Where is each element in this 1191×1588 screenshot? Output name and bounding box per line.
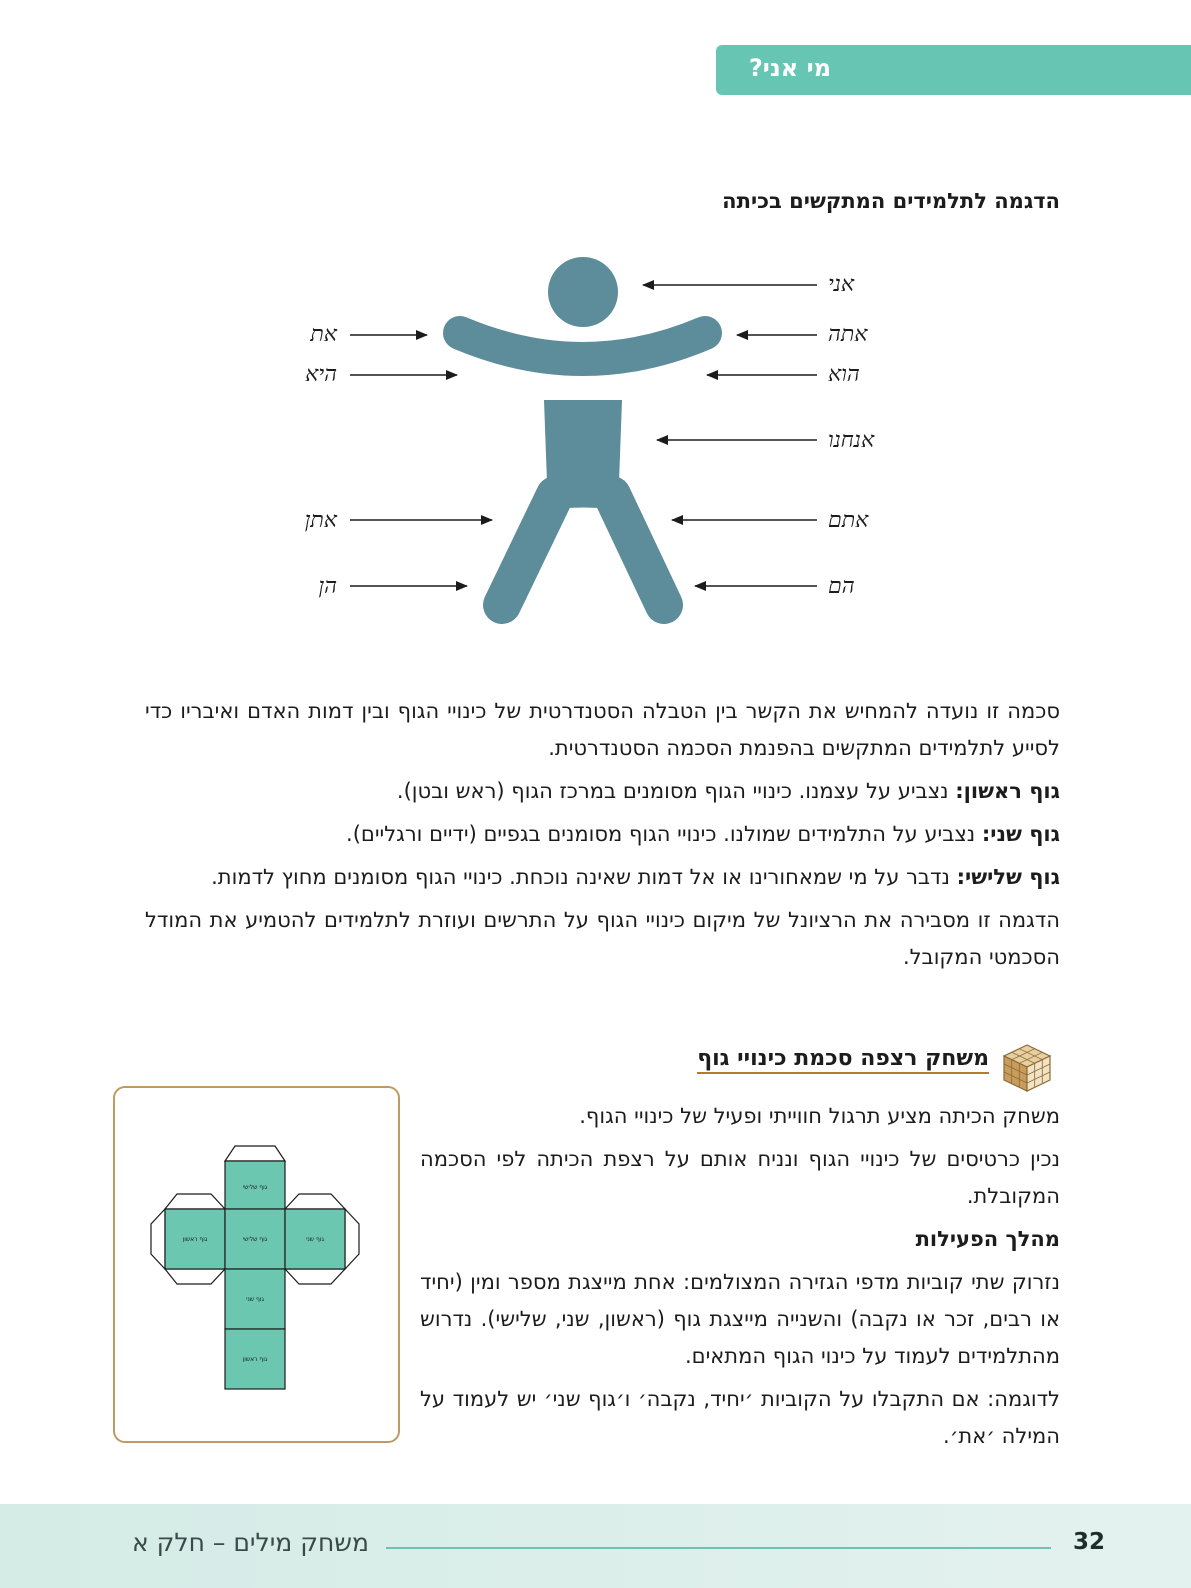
pronoun-aten: אתן xyxy=(304,508,337,533)
pronoun-hem: הם xyxy=(828,574,855,599)
pronoun-atem: אתם xyxy=(828,508,869,533)
net-flap-left-bottom xyxy=(165,1269,225,1284)
figure-arms xyxy=(460,333,705,359)
cube-net-diagram xyxy=(115,1088,398,1441)
game-paragraph-3: נזרוק שתי קוביות מדפי הגזירה המצולמים: אחת מייצגת מספר ומין (יחיד או רבים, זכר או נקבה) והשנייה מייצגת גוף (ראשון, שני, שלישי). נדרוש מהתלמידים לעמוד על כינוי הגוף המתאים. xyxy=(420,1270,1060,1368)
pronoun-at: את xyxy=(310,322,337,347)
third-person-text: נדבר על מי שמאחורינו או אל דמות שאינה נוכחת. כינויי הגוף מסומנים מחוץ לדמות. xyxy=(211,865,957,889)
book-title: משחק מילים – חלק א xyxy=(132,1528,369,1557)
figure-head xyxy=(548,257,618,327)
net-flap-right-top xyxy=(285,1194,345,1209)
net-flap-top xyxy=(225,1146,285,1161)
pronoun-body-diagram xyxy=(290,250,910,650)
first-person-label: גוף ראשון: xyxy=(955,779,1060,803)
page-footer xyxy=(0,1504,1191,1588)
pronoun-hi: היא xyxy=(305,362,337,387)
footer-divider xyxy=(386,1547,1051,1549)
third-person-paragraph xyxy=(145,859,1060,896)
second-person-text: נצביע על התלמידים שמולנו. כינויי הגוף מסומנים בגפיים (ידיים ורגליים). xyxy=(346,822,982,846)
second-person-label: גוף שני: xyxy=(981,822,1060,846)
net-flap-right-bottom xyxy=(285,1269,345,1284)
net-label-center: גוף שלישי xyxy=(242,1236,268,1243)
net-label-right: גוף שני xyxy=(306,1236,324,1243)
first-person-paragraph xyxy=(145,773,1060,810)
pronoun-hen: הן xyxy=(318,574,337,599)
diagram-title: הדגמה לתלמידים המתקשים בכיתה xyxy=(722,189,1060,213)
summary-paragraph: הדגמה זו מסבירה את הרציונל של מיקום כינויי הגוף על התרשים ועוזרת לתלמידים להטמיע את המודל הסכמטי המקובל. xyxy=(145,908,1060,969)
net-label-top: גוף שלישי xyxy=(242,1184,268,1191)
pronoun-hu: הוא xyxy=(828,362,860,387)
page-number: 32 xyxy=(1073,1529,1106,1555)
person-figure xyxy=(460,257,705,605)
pronoun-ata: אתה xyxy=(828,322,868,347)
net-label-bottom: גוף ראשון xyxy=(242,1356,268,1363)
game-paragraph-1: משחק הכיתה מציע תרגול חווייתי ופעיל של כינויי הגוף. xyxy=(579,1104,1060,1128)
section-tab xyxy=(716,45,1191,95)
first-person-text: נצביע על עצמנו. כינויי הגוף מסומנים במרכז הגוף (ראש ובטן). xyxy=(396,779,956,803)
section-title: מי אני? xyxy=(748,54,831,82)
game-paragraph-2: נכין כרטיסים של כינויי הגוף ונניח אותם על רצפת הכיתה לפי הסכמה המקובלת. xyxy=(420,1147,1060,1208)
game-title: משחק רצפה סכמת כינויי גוף xyxy=(697,1046,989,1074)
third-person-label: גוף שלישי: xyxy=(956,865,1060,889)
net-flap-left-side xyxy=(151,1209,165,1269)
pronoun-anachnu: אנחנו xyxy=(828,428,875,453)
pronoun-ani: אני xyxy=(828,272,855,297)
net-flap-right-side xyxy=(345,1209,359,1269)
net-label-left: גוף ראשון xyxy=(182,1236,208,1243)
intro-paragraph: סכמה זו נועדה להמחיש את הקשר בין הטבלה הסטנדרטית של כינויי הגוף ובין דמות האדם ואיבריו כדי לסייע לתלמידים המתקשים בהפנמת הסכמה הסטנדרטית. xyxy=(145,699,1060,760)
cube-icon xyxy=(1000,1041,1054,1095)
net-label-below: גוף שני xyxy=(246,1296,264,1303)
game-paragraph-4: לדוגמה: אם התקבלו על הקוביות ׳יחיד, נקבה׳ ו׳גוף שני׳ יש לעמוד על המילה ׳את׳. xyxy=(420,1387,1060,1448)
second-person-paragraph xyxy=(145,816,1060,853)
figure-legs xyxy=(502,495,664,605)
activity-subtitle: מהלך הפעילות xyxy=(915,1227,1060,1251)
explanation-text xyxy=(145,693,1060,982)
game-description xyxy=(420,1098,1060,1461)
net-flap-left-top xyxy=(165,1194,225,1209)
cube-net-card xyxy=(113,1086,400,1443)
